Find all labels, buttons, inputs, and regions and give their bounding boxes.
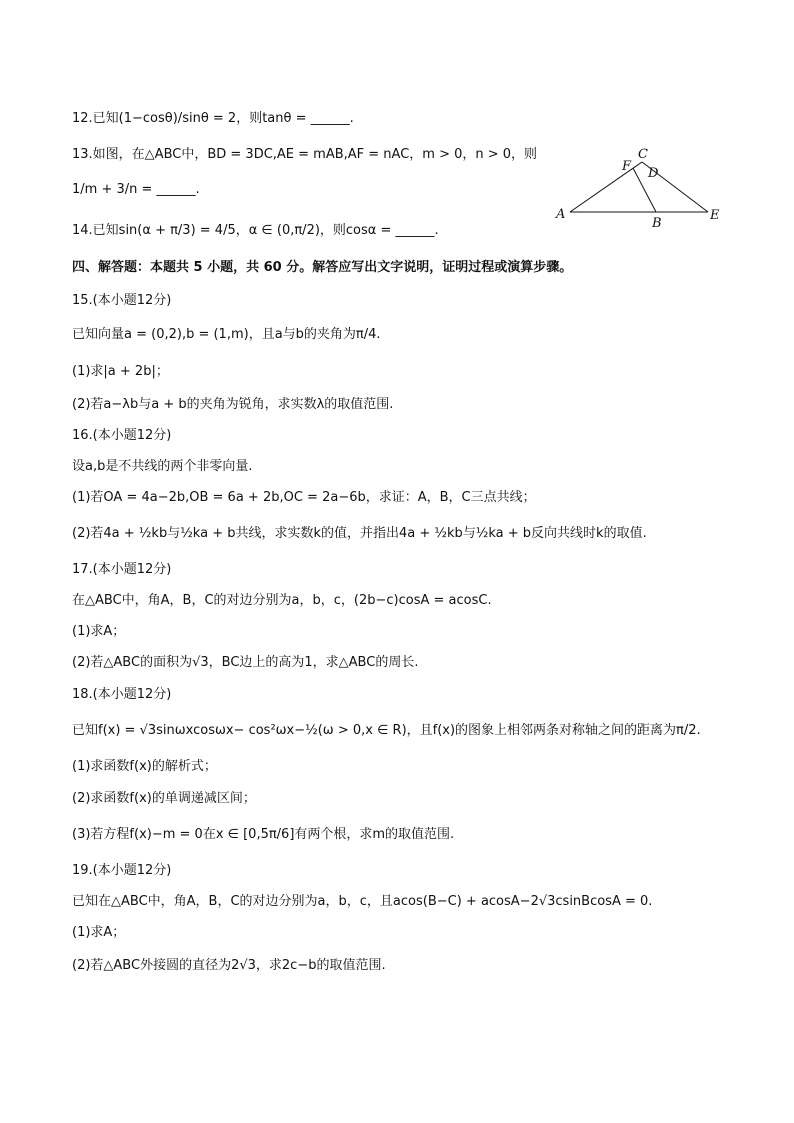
question-18-title: 18.(本小题12分)	[72, 687, 172, 702]
section-heading: 四、解答题：本题共 5 小题，共 60 分。解答应写出文字说明，证明过程或演算步骤。	[72, 260, 573, 275]
question-19-part2: (2)若△ABC外接圆的直径为2√3，求2c−b的取值范围.	[72, 958, 386, 973]
question-17-title: 17.(本小题12分)	[72, 562, 172, 577]
question-18-part3: (3)若方程f(x)−m = 0在x ∈ [0,5π/6]有两个根，求m的取值范围.	[72, 827, 455, 842]
label-b: B	[652, 216, 662, 231]
question-13: 13.如图，在△ABC中，BD = 3DC,AE = mAB,AF = nAC，m > 0，n > 0，则	[72, 147, 538, 162]
question-15-title: 15.(本小题12分)	[72, 293, 172, 308]
question-15-part1: (1)求|a + 2b|；	[72, 364, 169, 379]
question-15-part2: (2)若a−λb与a + b的夹角为锐角，求实数λ的取值范围.	[72, 397, 394, 412]
label-c: C	[638, 147, 648, 162]
question-17-stem: 在△ABC中，角A，B，C的对边分别为a，b，c，(2b−c)cosA = acosC.	[72, 593, 492, 608]
question-19-title: 19.(本小题12分)	[72, 863, 172, 878]
question-18-part1: (1)求函数f(x)的解析式；	[72, 759, 217, 774]
question-13-answer: 1/m + 3/n = ______.	[72, 182, 200, 197]
question-17-part2: (2)若△ABC的面积为√3，BC边上的高为1，求△ABC的周长.	[72, 655, 419, 670]
label-d: D	[648, 166, 659, 181]
question-16-stem: 设a,b是不共线的两个非零向量.	[72, 459, 253, 474]
question-19-part1: (1)求A；	[72, 925, 126, 940]
segment-ac	[570, 162, 642, 212]
question-14: 14.已知sin(α + π/3) = 4/5，α ∈ (0,π/2)，则cosα = ______.	[72, 223, 439, 238]
question-17-part1: (1)求A；	[72, 624, 126, 639]
label-a: A	[556, 207, 566, 222]
question-16-part1: (1)若OA = 4a−2b,OB = 6a + 2b,OC = 2a−6b，求证：A，B，C三点共线；	[72, 490, 536, 505]
question-16-part2: (2)若4a + ½kb与½ka + b共线，求实数k的值，并指出4a + ½kb与½ka + b反向共线时k的取值.	[72, 526, 647, 541]
question-12: 12.已知(1−cosθ)/sinθ = 2，则tanθ = ______.	[72, 111, 354, 126]
question-18-stem: 已知f(x) = √3sinωxcosωx− cos²ωx−½(ω > 0,x ∈ R)，且f(x)的图象上相邻两条对称轴之间的距离为π/2.	[72, 723, 701, 738]
triangle-figure	[552, 142, 732, 232]
label-e: E	[710, 208, 720, 223]
question-18-part2: (2)求函数f(x)的单调递减区间；	[72, 791, 256, 806]
label-f: F	[622, 159, 632, 174]
question-16-title: 16.(本小题12分)	[72, 428, 172, 443]
question-15-stem: 已知向量a = (0,2),b = (1,m)，且a与b的夹角为π/4.	[72, 327, 381, 342]
question-19-stem: 已知在△ABC中，角A，B，C的对边分别为a，b，c，且acos(B−C) + acosA−2√3csinBcosA = 0.	[72, 894, 653, 909]
